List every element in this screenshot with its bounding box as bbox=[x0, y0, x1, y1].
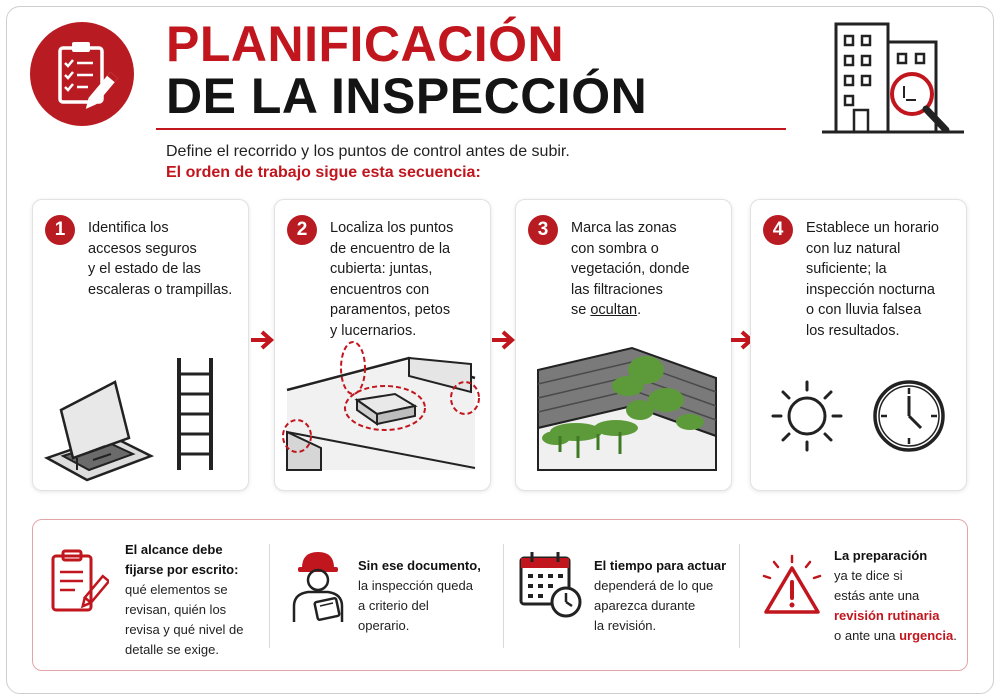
step-text: Localiza los puntos de encuentro de la cubierta: juntas, encuentros con paramentos, petos y lucernarios. bbox=[330, 220, 454, 339]
document-item bbox=[270, 520, 505, 670]
clipboard-pencil-icon bbox=[49, 548, 109, 623]
step-card-1 bbox=[32, 199, 249, 491]
worker-with-tablet-icon bbox=[288, 548, 348, 629]
title-divider bbox=[156, 128, 786, 130]
step-text: Establece un horario con luz natural suficiente; la inspección nocturna o con lluvia falsea los resultados. bbox=[806, 220, 939, 339]
time-item bbox=[504, 520, 739, 670]
building-magnifier-icon bbox=[818, 18, 968, 148]
scope-item bbox=[33, 520, 269, 670]
step-number-badge: 1 bbox=[45, 215, 75, 245]
preparation-item bbox=[740, 520, 968, 670]
hatch-and-ladder-illustration bbox=[33, 340, 250, 495]
document-text: Sin ese documento, la inspección queda a criterio del operario. bbox=[358, 558, 481, 633]
intro-sequence-text: El orden de trabajo sigue esta secuencia: bbox=[166, 164, 481, 181]
right-arrow-icon bbox=[490, 328, 516, 352]
time-text: El tiempo para actuar dependerá de lo que aparezca durante la revisión. bbox=[594, 558, 727, 633]
step-text: Identifica los accesos seguros y el estado de las escaleras o trampillas. bbox=[88, 220, 233, 298]
scope-text: El alcance debe fijarse por escrito: qué elementos se revisan, quién los revisa y qué nivel de detalle se exige. bbox=[125, 542, 244, 657]
title-line-2: DE LA INSPECCIÓN bbox=[166, 68, 648, 124]
right-arrow-icon bbox=[249, 328, 275, 352]
bottom-info-panel bbox=[32, 519, 968, 671]
step-text: Marca las zonas con sombra o vegetación, donde las filtraciones se ocultan. bbox=[571, 220, 690, 318]
title-line-1: PLANIFICACIÓN bbox=[166, 16, 565, 72]
intro-text: Define el recorrido y los puntos de control antes de subir. bbox=[166, 143, 570, 160]
calendar-clock-icon bbox=[518, 548, 584, 625]
step-number-badge: 3 bbox=[528, 215, 558, 245]
step-number-badge: 2 bbox=[287, 215, 317, 245]
step-card-2 bbox=[274, 199, 491, 491]
step-card-4 bbox=[750, 199, 967, 491]
step-number-badge: 4 bbox=[763, 215, 793, 245]
preparation-text: La preparación ya te dice si estás ante una revisión rutinaria o ante una urgencia. bbox=[834, 548, 957, 643]
sun-and-clock-illustration bbox=[751, 340, 968, 495]
clipboard-checklist-icon bbox=[30, 22, 134, 126]
step-card-3 bbox=[515, 199, 732, 491]
wall-with-vegetation-illustration bbox=[516, 340, 733, 495]
warning-triangle-icon bbox=[760, 554, 824, 623]
roof-junctions-illustration bbox=[275, 340, 492, 495]
